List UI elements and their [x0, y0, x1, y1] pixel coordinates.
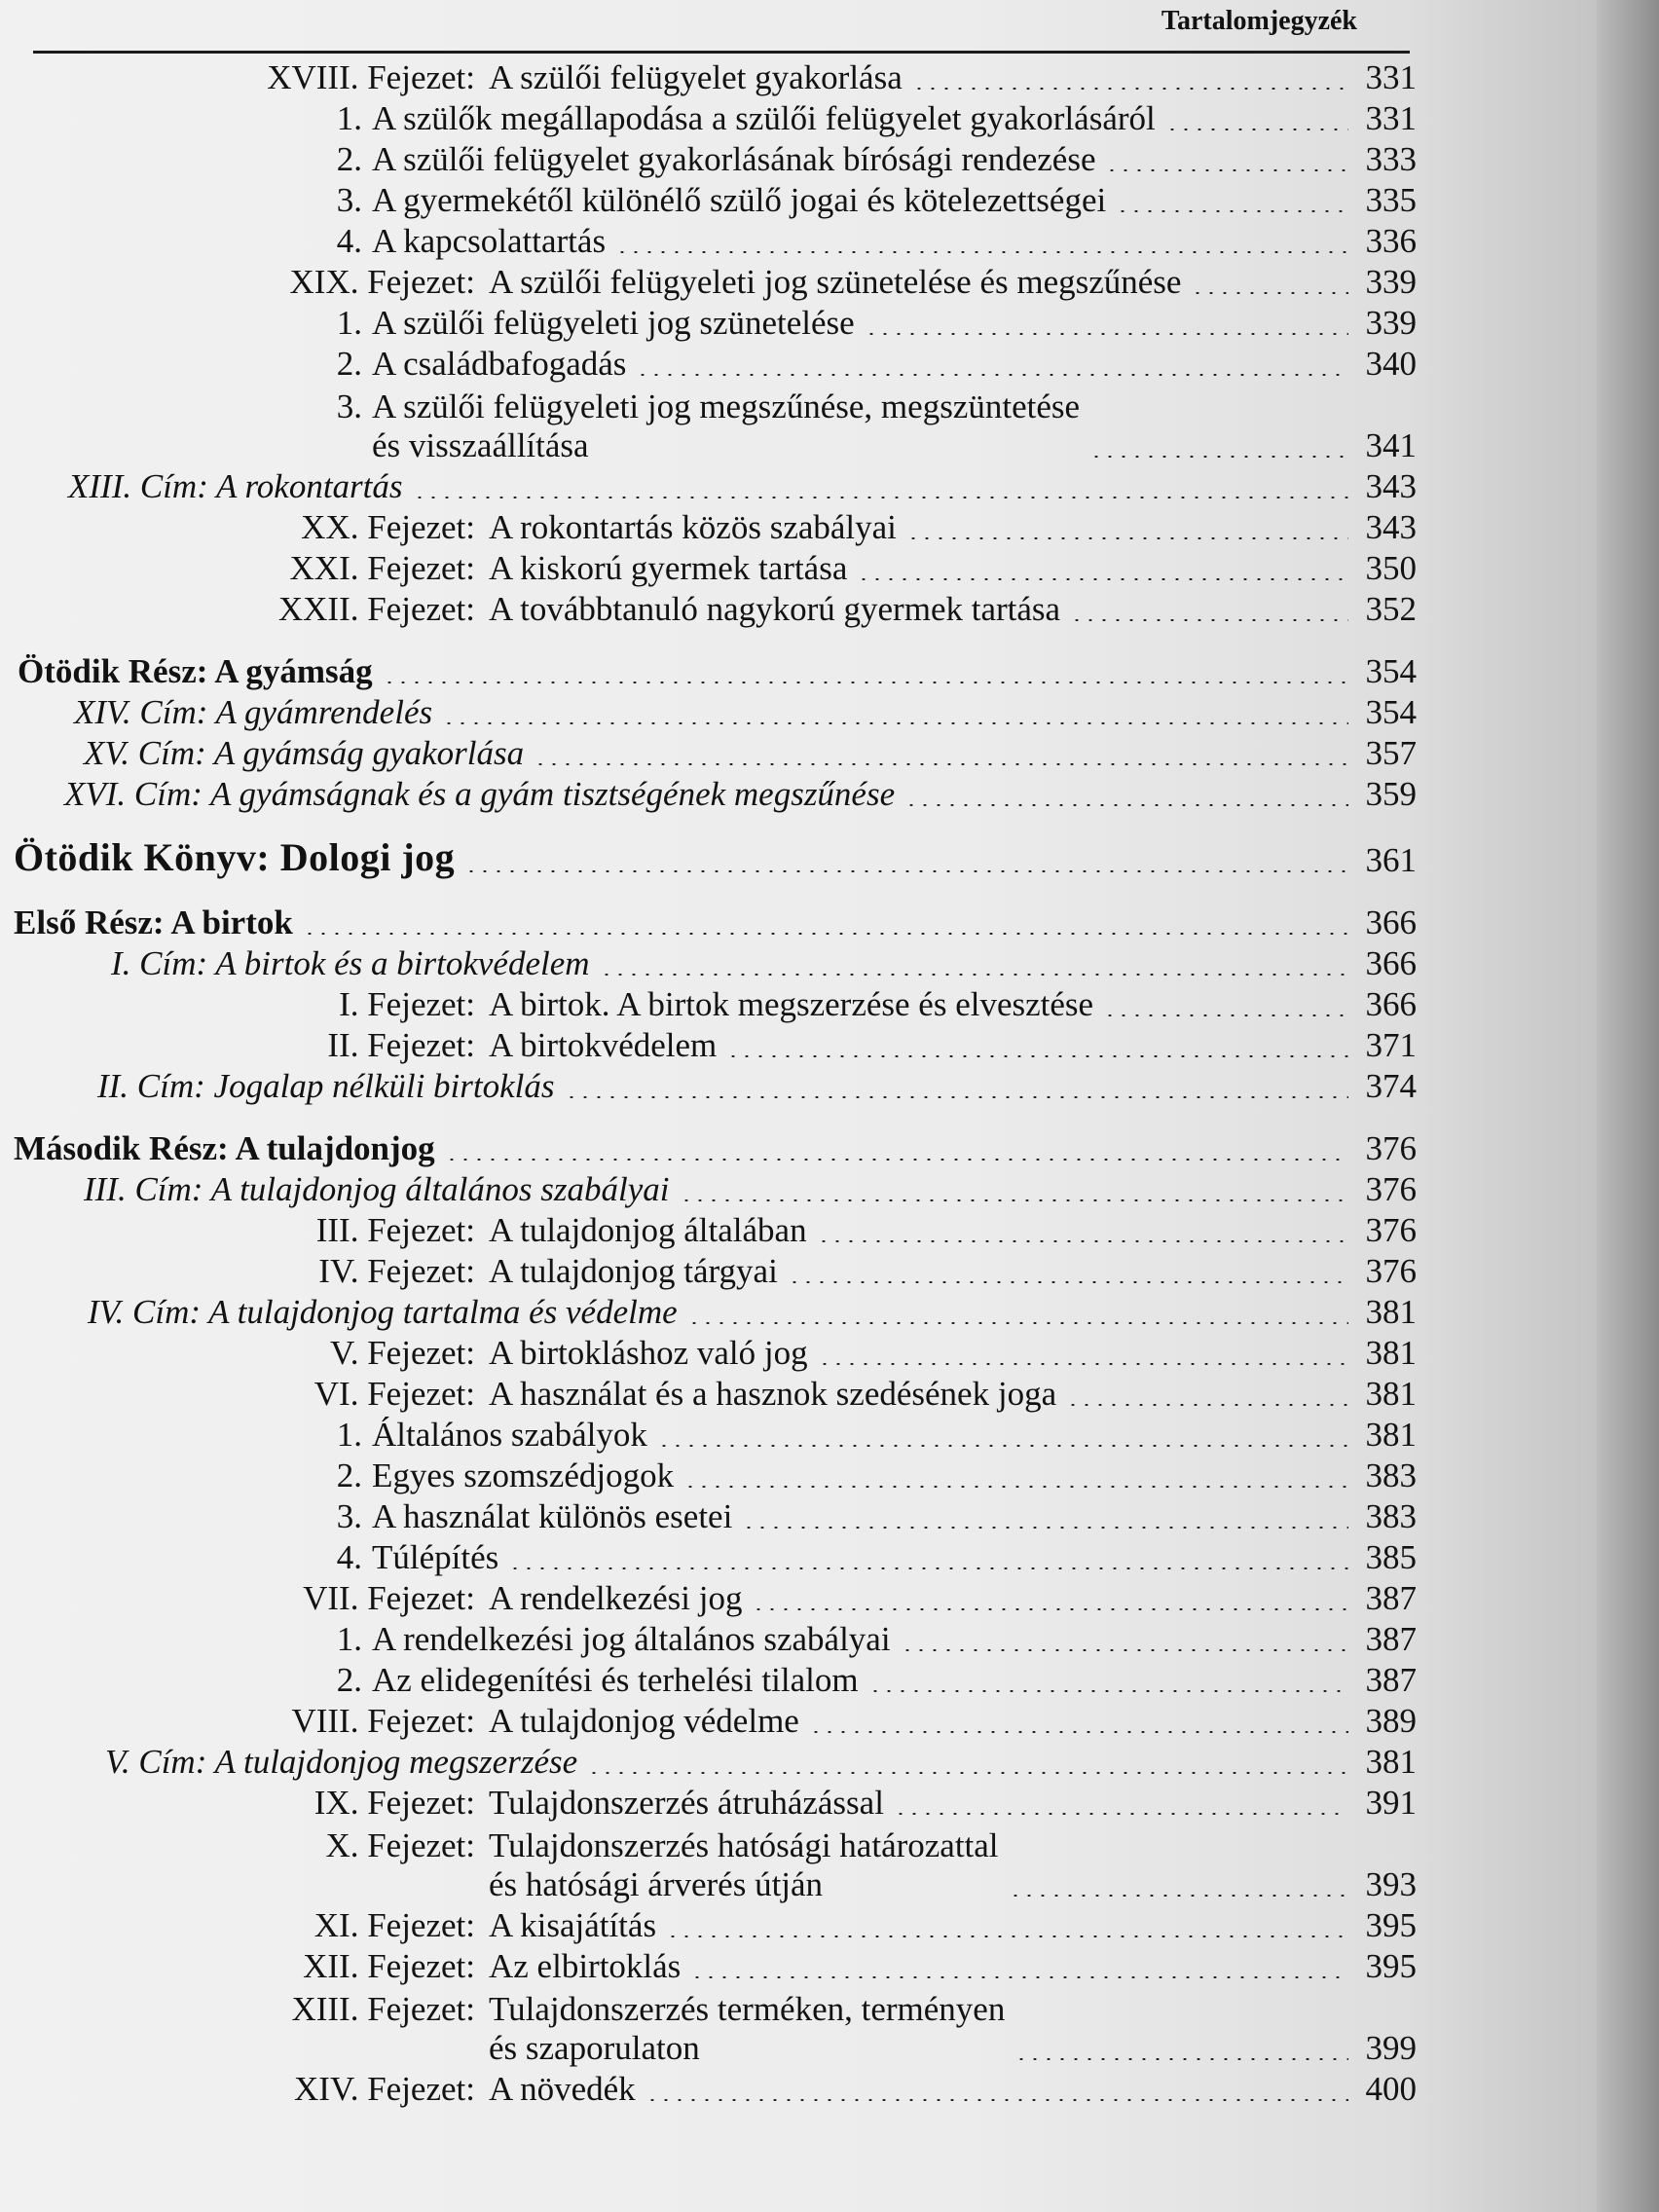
toc-entry-title: Tulajdonszerzés átruházással — [489, 1784, 884, 1822]
dot-leader — [1066, 1404, 1348, 1406]
running-head: Tartalomjegyzék — [1161, 6, 1357, 36]
toc-entry-title: Túlépítés — [372, 1538, 499, 1576]
toc-page-number: 376 — [1365, 1170, 1417, 1208]
toc-entry — [0, 1741, 1417, 1782]
toc-page-number: 400 — [1365, 2070, 1417, 2108]
dot-leader — [742, 1527, 1348, 1529]
dot-leader — [901, 1649, 1348, 1651]
toc-entry-title: Első Rész: A birtok — [14, 903, 293, 941]
toc-page-number: 366 — [1365, 985, 1417, 1023]
toc-entry-prefix: II. Fejezet: — [327, 1026, 475, 1064]
toc-entry-title-line: és hatósági árverés útján — [489, 1865, 824, 1903]
toc-page-number: 339 — [1365, 304, 1417, 342]
toc-entry-title: A tulajdonjog általában — [489, 1211, 807, 1249]
toc-entry-prefix: 2. — [336, 140, 362, 178]
toc-entry-prefix: 4. — [336, 1538, 362, 1576]
dot-leader — [818, 1363, 1348, 1365]
toc-entry-prefix: 3. — [336, 387, 362, 425]
toc-entry-prefix: XX. Fejezet: — [301, 508, 475, 546]
dot-leader — [868, 1690, 1348, 1692]
toc-page-number: 393 — [1365, 1865, 1417, 1903]
dot-leader — [615, 251, 1348, 253]
dot-leader — [690, 1976, 1348, 1978]
toc-entry-prefix: 1. — [336, 1416, 362, 1454]
toc-entry — [0, 983, 1417, 1024]
header-rule — [33, 51, 1410, 54]
dot-leader — [1191, 292, 1348, 294]
toc-entry-prefix: 1. — [336, 1620, 362, 1658]
dot-leader — [1070, 619, 1348, 621]
toc-page-number: 341 — [1365, 426, 1417, 464]
toc-entry — [0, 1904, 1417, 1945]
toc-entry-title: V. Cím: A tulajdonjog megszerzése — [105, 1743, 578, 1781]
toc-entry-prefix: XII. Fejezet: — [303, 1947, 475, 1985]
toc-entry-prefix: XIII. Fejezet: — [291, 1990, 475, 2028]
dot-leader — [857, 578, 1348, 580]
dot-leader — [1116, 210, 1348, 212]
toc-entry — [0, 1618, 1417, 1659]
dot-leader — [752, 1608, 1348, 1610]
toc-entry-prefix: 3. — [336, 1497, 362, 1535]
toc-entry — [0, 1209, 1417, 1250]
toc-entry-title-line: A szülői felügyeleti jog megszűnése, megszüntetése — [372, 387, 1081, 425]
toc-page-number: 387 — [1365, 1620, 1417, 1658]
dot-leader — [565, 1096, 1348, 1098]
toc-entry-title: A szülői felügyelet gyakorlása — [489, 58, 903, 96]
toc-page-number: 343 — [1365, 467, 1417, 505]
toc-entry-title: A kiskorú gyermek tartása — [489, 549, 848, 587]
toc-entry-title: I. Cím: A birtok és a birtokvédelem — [111, 944, 590, 982]
dot-leader — [303, 933, 1348, 935]
dot-leader — [508, 1567, 1348, 1569]
dot-leader — [383, 682, 1348, 683]
toc-entry-title: A kisajátítás — [489, 1906, 657, 1944]
toc-entry-prefix: V. Fejezet: — [329, 1334, 475, 1372]
toc-entry — [0, 1495, 1417, 1536]
toc-entry-title-line: és visszaállítása — [372, 426, 589, 464]
toc-entry-title: A szülői felügyelet gyakorlásának bírósági rendezése — [372, 140, 1096, 178]
toc-entry-prefix: XXI. Fejezet: — [289, 549, 475, 587]
toc-page-number: 381 — [1365, 1416, 1417, 1454]
toc-page-number: 391 — [1365, 1784, 1417, 1822]
toc-entry-prefix: IV. Fejezet: — [318, 1252, 475, 1290]
toc-entry — [0, 97, 1417, 138]
dot-leader — [809, 1731, 1348, 1733]
toc-page-number: 381 — [1365, 1743, 1417, 1781]
toc-page-number: 374 — [1365, 1067, 1417, 1105]
toc-entry-title: A szülők megállapodása a szülői felügyelet gyakorlásáról — [372, 99, 1156, 137]
toc-page-number: 343 — [1365, 508, 1417, 546]
toc-entry-title: Második Rész: A tulajdonjog — [14, 1129, 435, 1167]
dot-leader — [904, 804, 1348, 806]
toc-entry — [0, 1986, 1417, 2068]
toc-page-number: 339 — [1365, 263, 1417, 301]
toc-entry — [0, 261, 1417, 302]
toc-page-number: 354 — [1365, 693, 1417, 731]
toc-entry-title: A birtokláshoz való jog — [489, 1334, 808, 1372]
toc-page-number: 385 — [1365, 1538, 1417, 1576]
toc-entry — [0, 732, 1417, 773]
toc-page-number: 354 — [1365, 652, 1417, 690]
toc-entry-prefix: 1. — [336, 99, 362, 137]
toc-entry-title: Az elbirtoklás — [489, 1947, 682, 1985]
dot-leader — [464, 870, 1348, 872]
dot-leader — [666, 1936, 1348, 1937]
toc-entry — [0, 942, 1417, 983]
toc-entry-title: A rokontartás közös szabályai — [489, 508, 897, 546]
toc-entry-title — [372, 387, 1080, 465]
dot-leader — [912, 88, 1348, 90]
toc-entry — [0, 220, 1417, 261]
toc-page-number: 331 — [1365, 58, 1417, 96]
toc-page-number: 381 — [1365, 1293, 1417, 1331]
toc-page-number: 371 — [1365, 1026, 1417, 1064]
toc-entry-title: IV. Cím: A tulajdonjog tartalma és védelme — [88, 1293, 678, 1331]
toc-entry — [0, 1823, 1417, 1904]
toc-entry-title: A birtok. A birtok megszerzése és elvesztése — [489, 985, 1094, 1023]
toc-entry-prefix: XIV. Fejezet: — [294, 2070, 475, 2108]
toc-entry-title: Ötödik Könyv: Dologi jog — [14, 835, 456, 879]
toc-page-number: 399 — [1365, 2029, 1417, 2067]
toc-page-number: 366 — [1365, 903, 1417, 941]
toc-entry-title — [489, 1826, 999, 1904]
toc-page-number: 333 — [1365, 140, 1417, 178]
toc-entry-title: XIII. Cím: A rokontartás — [68, 467, 403, 505]
dot-leader — [534, 763, 1348, 765]
toc-entry-title: A gyermekétől különélő szülő jogai és kötelezettségei — [372, 181, 1107, 219]
toc-entry-prefix: 2. — [336, 1456, 362, 1494]
toc-entry-title: Egyes szomszédjogok — [372, 1456, 675, 1494]
toc-page-number: 350 — [1365, 549, 1417, 587]
toc-entry-prefix: IX. Fejezet: — [313, 1784, 475, 1822]
toc-entry — [0, 1332, 1417, 1373]
toc-page-number: 335 — [1365, 181, 1417, 219]
toc-entry-title-line: és szaporulaton — [489, 2029, 700, 2067]
toc-entry — [0, 384, 1417, 465]
toc-entry-prefix: III. Fejezet: — [315, 1211, 475, 1249]
toc-entry — [0, 902, 1417, 942]
dot-leader — [687, 1322, 1348, 1324]
dot-leader — [413, 497, 1348, 498]
toc-entry-prefix: I. Fejezet: — [339, 985, 475, 1023]
toc-entry — [0, 506, 1417, 547]
toc-entry-title: XIV. Cím: A gyámrendelés — [74, 693, 433, 731]
toc-entry — [0, 1577, 1417, 1618]
toc-entry — [0, 691, 1417, 732]
toc-page-number: 361 — [1365, 841, 1417, 879]
toc-entry — [0, 465, 1417, 506]
toc-entry — [0, 1291, 1417, 1332]
toc-entry-prefix: XI. Fejezet: — [313, 1906, 475, 1944]
toc-entry-title: XV. Cím: A gyámság gyakorlása — [84, 734, 525, 772]
toc-page-number: 381 — [1365, 1375, 1417, 1413]
toc-page-number: 331 — [1365, 99, 1417, 137]
toc-entry-prefix: XVIII. Fejezet: — [267, 58, 475, 96]
toc-entry — [0, 343, 1417, 384]
dot-leader — [1014, 2058, 1348, 2060]
toc-page-number: 383 — [1365, 1497, 1417, 1535]
dot-leader — [1009, 1895, 1348, 1897]
dot-leader — [906, 537, 1348, 539]
dot-leader — [817, 1240, 1348, 1242]
dot-leader — [587, 1772, 1348, 1774]
toc-entry — [0, 1168, 1417, 1209]
toc-entry-title: A használat és a hasznok szedésének joga — [489, 1375, 1057, 1413]
toc-page-number: 383 — [1365, 1456, 1417, 1494]
toc-page-number: 395 — [1365, 1906, 1417, 1944]
toc-entry — [0, 650, 1417, 691]
toc-entry-prefix: 3. — [336, 181, 362, 219]
toc-entry-title: XVI. Cím: A gyámságnak és a gyám tisztségének megszűnése — [64, 775, 896, 813]
toc-entry — [0, 1700, 1417, 1741]
toc-page-number: 376 — [1365, 1252, 1417, 1290]
toc-entry-prefix: XXII. Fejezet: — [277, 590, 475, 628]
toc-entry — [0, 547, 1417, 588]
toc-entry — [0, 1455, 1417, 1495]
toc-entry — [0, 138, 1417, 179]
toc-entry-title-line: Tulajdonszerzés terméken, terményen — [489, 1990, 1006, 2028]
toc-entry-title-line: Tulajdonszerzés hatósági határozattal — [489, 1826, 999, 1864]
toc-entry-prefix: X. Fejezet: — [325, 1826, 475, 1864]
toc-entry-title: Általános szabályok — [372, 1416, 647, 1454]
dot-leader — [788, 1281, 1348, 1283]
toc-entry-prefix: VII. Fejezet: — [303, 1579, 475, 1617]
toc-entry-prefix: XIX. Fejezet: — [289, 263, 475, 301]
toc-page-number: 376 — [1365, 1129, 1417, 1167]
toc-page-number: 389 — [1365, 1702, 1417, 1740]
toc-entry — [0, 1782, 1417, 1823]
toc-entry-prefix: 2. — [336, 1661, 362, 1699]
toc-entry — [0, 835, 1417, 880]
dot-leader — [445, 1159, 1348, 1161]
toc-entry — [0, 1536, 1417, 1577]
toc-entry-prefix: VIII. Fejezet: — [291, 1702, 475, 1740]
toc-entry-title: A kapcsolattartás — [372, 222, 607, 260]
dot-leader — [600, 974, 1348, 976]
dot-leader — [683, 1486, 1348, 1488]
dot-leader — [680, 1199, 1349, 1201]
dot-leader — [1089, 456, 1348, 458]
toc-entry-title: Az elidegenítési és terhelési tilalom — [372, 1661, 859, 1699]
toc-entry-title: A növedék — [489, 2070, 636, 2108]
toc-entry-title: II. Cím: Jogalap nélküli birtoklás — [97, 1067, 555, 1105]
dot-leader — [442, 722, 1348, 724]
toc-entry — [0, 588, 1417, 629]
dot-leader — [636, 374, 1348, 376]
toc-entry-title: A rendelkezési jog általános szabályai — [372, 1620, 891, 1658]
toc-entry — [0, 773, 1417, 814]
toc-entry-prefix: 1. — [336, 304, 362, 342]
toc-entry — [0, 302, 1417, 343]
toc-entry — [0, 1945, 1417, 1986]
toc-entry — [0, 1127, 1417, 1168]
toc-entry-title: A használat különös esetei — [372, 1497, 733, 1535]
toc-entry-title: III. Cím: A tulajdonjog általános szabályai — [84, 1170, 670, 1208]
toc-entry — [0, 1659, 1417, 1700]
toc-page-number: 376 — [1365, 1211, 1417, 1249]
toc-entry — [0, 1024, 1417, 1065]
dot-leader — [865, 333, 1348, 335]
toc-page-number: 336 — [1365, 222, 1417, 260]
toc-entry — [0, 1373, 1417, 1414]
toc-entry — [0, 1250, 1417, 1291]
toc-entry-title: A birtokvédelem — [489, 1026, 718, 1064]
toc-entry — [0, 2068, 1417, 2109]
dot-leader — [894, 1813, 1348, 1815]
dot-leader — [1103, 1014, 1348, 1016]
toc-entry-title: A szülői felügyeleti jog szünetelése — [372, 304, 855, 342]
toc-page-number: 387 — [1365, 1579, 1417, 1617]
dot-leader — [1165, 129, 1348, 130]
toc-entry-title: A tulajdonjog védelme — [489, 1702, 799, 1740]
toc-page-number: 352 — [1365, 590, 1417, 628]
toc-entry-title: A szülői felügyeleti jog szünetelése és megszűnése — [489, 263, 1182, 301]
toc-page-number: 357 — [1365, 734, 1417, 772]
toc-page-number: 381 — [1365, 1334, 1417, 1372]
toc-page-number: 366 — [1365, 944, 1417, 982]
toc-entry — [0, 179, 1417, 220]
toc-entry-prefix: 2. — [336, 345, 362, 383]
table-of-contents — [0, 56, 1417, 2109]
toc-page-number: 395 — [1365, 1947, 1417, 1985]
toc-page-number: 359 — [1365, 775, 1417, 813]
dot-leader — [726, 1055, 1348, 1057]
dot-leader — [657, 1445, 1348, 1447]
toc-entry-title: A családbafogadás — [372, 345, 627, 383]
toc-entry-title: Ötödik Rész: A gyámság — [18, 652, 373, 690]
toc-entry-title: A továbbtanuló nagykorú gyermek tartása — [489, 590, 1061, 628]
toc-entry-title — [489, 1990, 1005, 2068]
toc-page-number: 340 — [1365, 345, 1417, 383]
toc-page-number: 387 — [1365, 1661, 1417, 1699]
toc-entry-prefix: 4. — [336, 222, 362, 260]
toc-entry — [0, 56, 1417, 97]
toc-entry-title: A rendelkezési jog — [489, 1579, 743, 1617]
adjacent-page-edge — [1597, 0, 1659, 2212]
dot-leader — [645, 2099, 1348, 2101]
toc-entry-title: A tulajdonjog tárgyai — [489, 1252, 778, 1290]
toc-entry — [0, 1414, 1417, 1455]
dot-leader — [1105, 169, 1348, 171]
toc-entry — [0, 1065, 1417, 1106]
toc-entry-prefix: VI. Fejezet: — [313, 1375, 475, 1413]
